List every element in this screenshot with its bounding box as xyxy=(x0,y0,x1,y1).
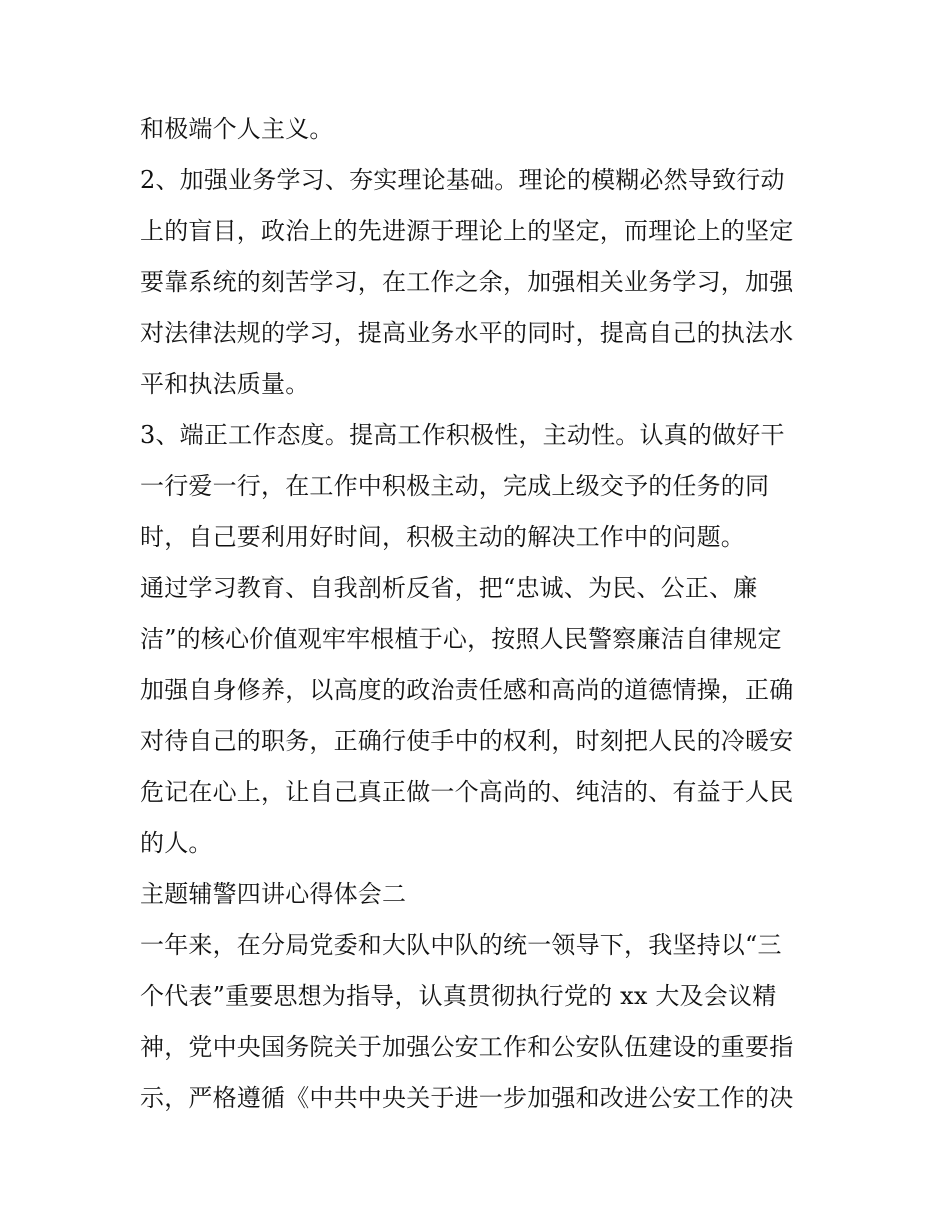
text-line: 和极端个人主义。 xyxy=(140,115,334,143)
text-line: 时，自己要利用好时间，积极主动的解决工作中的问题。 xyxy=(140,523,745,551)
text-line: 个代表”重要思想为指导，认真贯彻执行党的 xx 大及会议精 xyxy=(140,982,777,1010)
text-line: 的人。 xyxy=(140,829,213,857)
document-body xyxy=(140,104,830,1124)
text-line: 神，党中央国务院关于加强公安工作和公安队伍建设的重要指 xyxy=(140,1033,794,1061)
text-line: 加强自身修养，以高度的政治责任感和高尚的道德情操，正确 xyxy=(140,676,794,704)
section-heading: 主题辅警四讲心得体会二 xyxy=(140,880,407,908)
text-line: 平和执法质量。 xyxy=(140,370,310,398)
text-line: 上的盲目，政治上的先进源于理论上的坚定，而理论上的坚定 xyxy=(140,217,794,245)
text-line: 示，严格遵循《中共中央关于进一步加强和改进公安工作的决 xyxy=(140,1084,794,1112)
text-line: 洁”的核心价值观牢牢根植于心，按照人民警察廉洁自律规定 xyxy=(140,625,782,653)
text-line: 2、加强业务学习、夯实理论基础。理论的模糊必然导致行动 xyxy=(140,166,785,194)
text-line: 一年来，在分局党委和大队中队的统一领导下，我坚持以“三 xyxy=(140,931,782,959)
text-line: 通过学习教育、自我剖析反省，把“忠诚、为民、公正、廉 xyxy=(140,574,758,602)
text-line: 一行爱一行，在工作中积极主动，完成上级交予的任务的同 xyxy=(140,472,770,500)
text-line: 对待自己的职务，正确行使手中的权利，时刻把人民的冷暖安 xyxy=(140,727,794,755)
text-line: 对法律法规的学习，提高业务水平的同时，提高自己的执法水 xyxy=(140,319,794,347)
text-line: 3、端正工作态度。提高工作积极性，主动性。认真的做好干 xyxy=(140,421,785,449)
text-line: 危记在心上，让自己真正做一个高尚的、纯洁的、有益于人民 xyxy=(140,778,794,806)
text-line: 要靠系统的刻苦学习，在工作之余，加强相关业务学习，加强 xyxy=(140,268,794,296)
